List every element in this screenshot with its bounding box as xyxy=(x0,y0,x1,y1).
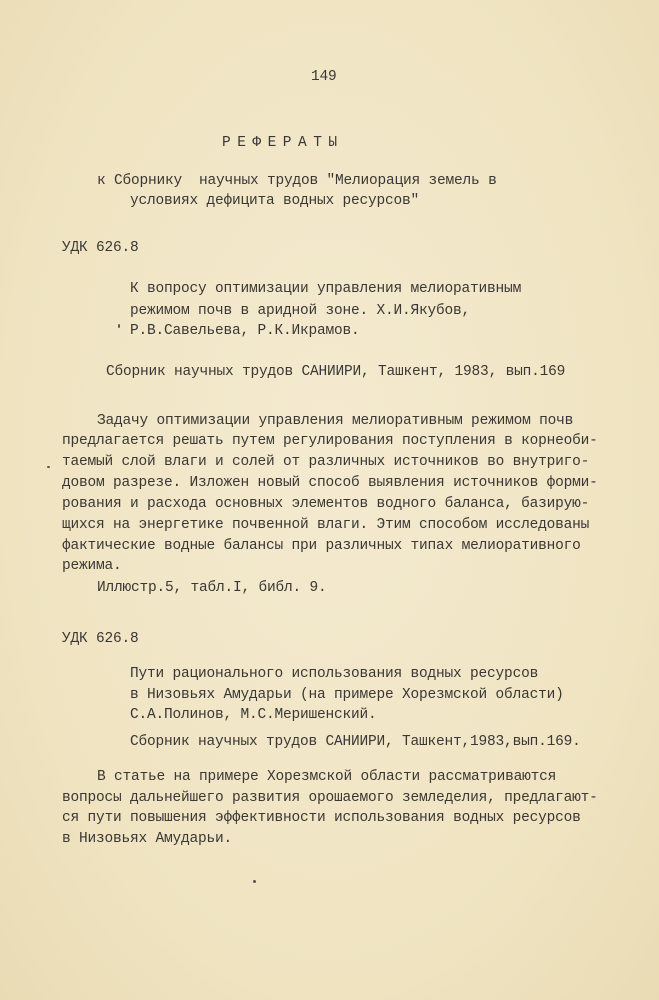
abstract-illustrations: Иллюстр.5, табл.I, библ. 9. xyxy=(97,580,327,596)
abstract-body-line: предлагается решать путем регулирования поступления в корнеоби- xyxy=(62,433,598,449)
abstract-body-line: вопросы дальнейшего развития орошаемого земледелия, предлагают- xyxy=(62,790,598,806)
abstract-heading-line: К вопросу оптимизации управления мелиоративным xyxy=(130,281,522,297)
abstract-heading-line: Пути рационального использования водных ресурсов xyxy=(130,666,539,682)
abstract-heading-line: в Низовьях Амударьи (на примере Хорезмской области) xyxy=(130,687,564,703)
abstract-body-line: фактические водные балансы при различных типах мелиоративного xyxy=(62,538,581,554)
abstract-body-line: режима. xyxy=(62,558,122,574)
abstract-source: Сборник научных трудов САНИИРИ, Ташкент,1983,вып.169. xyxy=(130,734,581,750)
abstract-body-line: В статье на примере Хорезмской области рассматриваются xyxy=(97,769,557,785)
section-title: РЕФЕРАТЫ xyxy=(222,135,344,151)
abstract-body-line: ся пути повышения эффективности использования водных ресурсов xyxy=(62,810,581,826)
abstract-body-line: довом разрезе. Изложен новый способ выявления источников форми- xyxy=(62,475,598,491)
subtitle-line: к Сборнику научных трудов "Мелиорация земель в xyxy=(97,173,497,189)
abstract-heading-line: Р.В.Савельева, Р.К.Икрамов. xyxy=(130,323,360,339)
page-number: 149 xyxy=(311,69,337,85)
abstract-body-line: Задачу оптимизации управления мелиоративным режимом почв xyxy=(97,413,574,429)
abstract-body-line: рования и расхода основных элементов водного баланса, базирую- xyxy=(62,496,590,512)
abstract-body-line: таемый слой влаги и солей от различных источников во внутриго- xyxy=(62,454,590,470)
ink-speck xyxy=(47,466,50,468)
ink-speck xyxy=(253,880,256,883)
abstract-body-line: в Низовьях Амударьи. xyxy=(62,831,233,847)
ink-speck xyxy=(118,324,120,328)
udk-code: УДК 626.8 xyxy=(62,240,139,256)
abstract-source: Сборник научных трудов САНИИРИ, Ташкент, 1983, вып.169 xyxy=(106,364,566,380)
abstract-body-line: щихся на энергетике почвенной влаги. Этим способом исследованы xyxy=(62,517,590,533)
udk-code: УДК 626.8 xyxy=(62,631,139,647)
abstract-heading-line: С.А.Полинов, М.С.Меришенский. xyxy=(130,707,377,723)
abstract-heading-line: режимом почв в аридной зоне. Х.И.Якубов, xyxy=(130,303,471,319)
subtitle-line: условиях дефицита водных ресурсов" xyxy=(130,193,420,209)
